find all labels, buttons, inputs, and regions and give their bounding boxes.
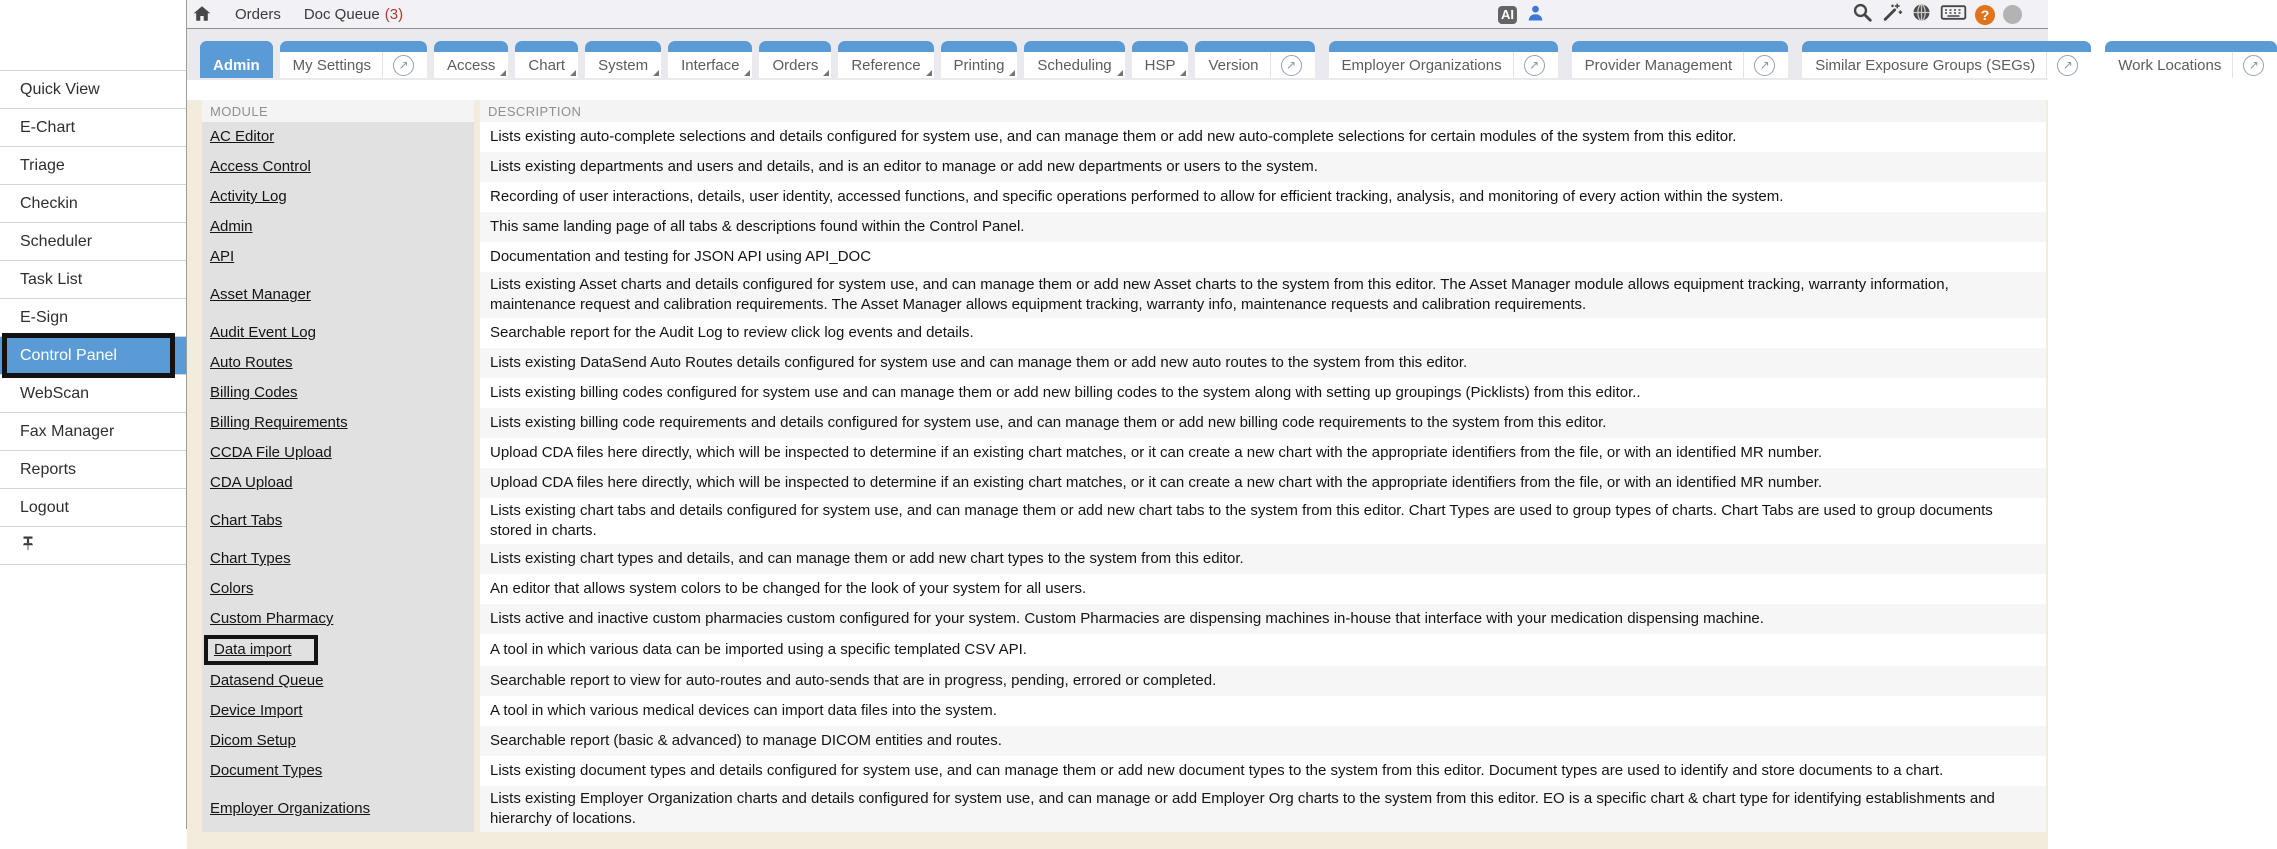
sidebar-item[interactable]	[0, 375, 186, 413]
module-link[interactable]: Colors	[210, 580, 254, 597]
sidebar-item-label: E-Sign	[20, 308, 69, 326]
sidebar-item[interactable]	[0, 489, 186, 527]
tab[interactable]	[200, 41, 273, 78]
sidebar-item-label: Fax Manager	[20, 422, 115, 440]
tab-label: Orders	[772, 56, 819, 74]
module-cell	[202, 634, 474, 666]
module-cell	[202, 498, 474, 544]
module-cell	[202, 242, 474, 272]
description-cell: Lists active and inactive custom pharmacies custom configured for your system. Custom Pharmacies are dispensing machines in-house that interface with your medication dispensing machine.	[480, 604, 2046, 634]
module-cell	[202, 122, 474, 152]
module-cell	[202, 348, 474, 378]
module-link[interactable]: Auto Routes	[210, 354, 293, 371]
description-cell: Lists existing Employer Organization charts and details configured for system use, and can manage or add Employer Org charts to the system from this editor. EO is a specific chart & chart type for identifying establishments and hierarchy of locations.	[480, 786, 2046, 832]
main-area	[187, 0, 2259, 829]
description-cell: Searchable report for the Audit Log to review click log events and details.	[480, 318, 2046, 348]
module-link-wrap	[210, 732, 296, 750]
tab-label: Version	[1208, 52, 1270, 78]
popout-icon[interactable]: ↗	[2243, 55, 2264, 76]
module-cell	[202, 318, 474, 348]
tab[interactable]	[759, 41, 831, 78]
help-icon[interactable]: ?	[1975, 5, 1995, 25]
description-cell: A tool in which various medical devices can import data files into the system.	[480, 696, 2046, 726]
module-link[interactable]: Admin	[210, 218, 253, 235]
tab-label: Admin	[213, 56, 260, 74]
module-cell	[202, 544, 474, 574]
search-icon[interactable]	[1852, 2, 1873, 28]
module-link[interactable]: Billing Requirements	[210, 414, 348, 431]
status-circle-icon	[2003, 5, 2022, 24]
description-cell: Upload CDA files here directly, which will be inspected to determine if an existing chart matches, or it can create a new chart with the appropriate identifiers from the file, or with an identified MR number.	[480, 438, 2046, 468]
module-link[interactable]: Employer Organizations	[210, 800, 371, 817]
tab-label: Access	[447, 56, 496, 74]
description-cell: Documentation and testing for JSON API using API_DOC	[480, 242, 2046, 272]
module-cell	[202, 438, 474, 468]
sidebar-item[interactable]	[0, 147, 186, 185]
description-cell: Searchable report to view for auto-routes and auto-sends that are in progress, pending, errored or completed.	[480, 666, 2046, 696]
description-cell: This same landing page of all tabs & descriptions found within the Control Panel.	[480, 212, 2046, 242]
module-link[interactable]: Chart Tabs	[210, 512, 283, 529]
description-cell: Lists existing departments and users and details, and is an editor to manage or add new departments or users to the system.	[480, 152, 2046, 182]
module-link-wrap	[210, 354, 293, 372]
ai-badge[interactable]: AI	[1498, 6, 1517, 24]
sidebar-item-label: Scheduler	[20, 232, 93, 250]
header-center-icons	[1498, 0, 1545, 29]
tab-label: Employer Organizations	[1342, 52, 1514, 78]
tab[interactable]	[280, 41, 427, 78]
header-right-icons	[1852, 0, 2022, 29]
module-link[interactable]: Chart Types	[210, 550, 291, 567]
sidebar-item-label: Checkin	[20, 194, 78, 212]
module-cell	[202, 378, 474, 408]
sidebar-item[interactable]	[0, 261, 186, 299]
module-link-wrap	[210, 550, 291, 568]
tab[interactable]	[1572, 41, 1789, 78]
magic-wand-icon[interactable]	[1881, 2, 1903, 28]
table-body	[202, 122, 2046, 832]
module-link[interactable]: AC Editor	[210, 128, 275, 145]
module-link[interactable]: Document Types	[210, 762, 323, 779]
module-link-wrap	[204, 635, 318, 665]
module-link[interactable]: Data import	[214, 641, 292, 658]
module-link-wrap	[210, 474, 293, 492]
description-cell: Lists existing document types and details configured for system use, and can manage them or add new document types to the system from this editor. Document types are used to identify and store documents to a chart.	[480, 756, 2046, 786]
popout-icon[interactable]: ↗	[2057, 55, 2078, 76]
module-cell	[202, 786, 474, 832]
tab-label: My Settings	[293, 52, 383, 78]
description-cell: Lists existing Asset charts and details configured for system use, and can manage them or add new Asset charts to the system from this editor. The Asset Manager module allows equipment tracking, warranty information, maintenance request and calibration requirements. The Asset Manager allows equipment tracking, warranty info, maintenance requests and calibration requirements.	[480, 272, 2046, 318]
module-link[interactable]: CDA Upload	[210, 474, 293, 491]
sidebar-item-label: Reports	[20, 460, 77, 478]
description-cell: Lists existing billing code requirements and details configured for system use, and can manage them or add new billing code requirements to the system from this editor.	[480, 408, 2046, 438]
sidebar-item[interactable]	[0, 299, 186, 337]
module-link-wrap	[210, 672, 323, 690]
description-cell: Upload CDA files here directly, which will be inspected to determine if an existing chart matches, or it can create a new chart with the appropriate identifiers from the file, or with an identified MR number.	[480, 468, 2046, 498]
pushpin-icon[interactable]	[20, 535, 36, 556]
tab-label: Reference	[851, 56, 921, 74]
module-link-wrap	[210, 800, 370, 818]
tab[interactable]	[1802, 41, 2091, 78]
topbar-nav-item[interactable]	[304, 6, 403, 23]
module-link[interactable]: Device Import	[210, 702, 303, 719]
module-cell	[202, 696, 474, 726]
sidebar-item[interactable]	[0, 337, 186, 375]
sidebar-pin-row[interactable]	[0, 527, 186, 565]
tab-label: Similar Exposure Groups (SEGs)	[1815, 52, 2047, 78]
module-cell	[202, 726, 474, 756]
top-header	[187, 0, 2048, 29]
tab[interactable]	[1195, 41, 1314, 78]
home-icon[interactable]	[191, 4, 213, 24]
module-link-wrap	[210, 580, 253, 598]
tab-label: Provider Management	[1585, 52, 1745, 78]
tab-label: Chart	[528, 56, 566, 74]
topbar-nav-item[interactable]	[235, 6, 286, 23]
tab[interactable]	[2105, 41, 2277, 78]
module-column-header: MODULE	[202, 100, 474, 122]
popout-icon[interactable]: ↗	[393, 55, 414, 76]
module-link-wrap	[210, 286, 311, 304]
module-link-wrap	[210, 218, 253, 236]
sidebar-item[interactable]	[0, 109, 186, 147]
sidebar-item[interactable]	[0, 223, 186, 261]
tab[interactable]	[585, 41, 661, 78]
module-cell	[202, 468, 474, 498]
module-link[interactable]: Billing Codes	[210, 384, 298, 401]
sidebar-menu	[0, 70, 186, 527]
sidebar-item-label: Task List	[20, 270, 83, 288]
user-icon[interactable]	[1526, 4, 1545, 26]
keyboard-icon[interactable]	[1940, 2, 1967, 27]
sidebar-item[interactable]	[0, 413, 186, 451]
sidebar-item-label: Triage	[20, 156, 65, 174]
tab[interactable]	[668, 41, 752, 78]
module-cell	[202, 604, 474, 634]
description-cell: Lists existing DataSend Auto Routes details configured for system use and can manage them or add new auto routes to the system from this editor.	[480, 348, 2046, 378]
tab[interactable]	[941, 41, 1018, 78]
tab[interactable]	[838, 41, 933, 78]
description-cell: An editor that allows system colors to be changed for the look of your system for all users.	[480, 574, 2046, 604]
module-cell	[202, 182, 474, 212]
doc-queue-count: (3)	[384, 5, 404, 23]
sidebar-item-label: Control Panel	[20, 346, 117, 364]
module-cell	[202, 152, 474, 182]
module-link-wrap	[210, 158, 311, 176]
tab[interactable]	[434, 41, 508, 78]
module-link-wrap	[210, 414, 348, 432]
header-breadcrumb	[235, 6, 403, 23]
module-link[interactable]: Activity Log	[210, 188, 287, 205]
module-cell	[202, 574, 474, 604]
description-cell: Lists existing chart tabs and details configured for system use, and can manage them or add new chart tabs to the system from this editor. Chart Types are used to group types of charts. Chart Tabs are used to group documents stored in charts.	[480, 498, 2046, 544]
module-link[interactable]: API	[210, 248, 235, 265]
tab[interactable]	[515, 41, 578, 78]
module-link-wrap	[210, 512, 282, 530]
sidebar-item-label: Logout	[20, 498, 69, 516]
sidebar-item[interactable]	[0, 185, 186, 223]
module-link[interactable]: CCDA File Upload	[210, 444, 332, 461]
module-link-wrap	[210, 444, 332, 462]
module-link-wrap	[210, 188, 287, 206]
control-panel-content	[187, 100, 2048, 849]
module-link-wrap	[210, 248, 234, 266]
popout-icon[interactable]: ↗	[1754, 55, 1775, 76]
tab-label: System	[598, 56, 649, 74]
tab[interactable]	[1024, 41, 1124, 78]
module-link[interactable]: Datasend Queue	[210, 672, 324, 689]
globe-icon[interactable]	[1911, 2, 1932, 28]
module-link-wrap	[210, 324, 316, 342]
description-cell: A tool in which various data can be imported using a specific templated CSV API.	[480, 634, 2046, 666]
module-link[interactable]: Asset Manager	[210, 286, 311, 303]
sidebar-item[interactable]	[0, 71, 186, 109]
description-cell: Searchable report (basic & advanced) to manage DICOM entities and routes.	[480, 726, 2046, 756]
sidebar-item[interactable]	[0, 451, 186, 489]
sidebar-item-label: E-Chart	[20, 118, 76, 136]
module-link[interactable]: Custom Pharmacy	[210, 610, 334, 627]
module-link[interactable]: Dicom Setup	[210, 732, 296, 749]
sidebar	[0, 0, 187, 829]
module-cell	[202, 212, 474, 242]
tab-label: HSP	[1144, 56, 1176, 74]
module-link[interactable]: Access Control	[210, 158, 311, 175]
popout-icon[interactable]: ↗	[1281, 55, 1302, 76]
tab[interactable]	[1132, 41, 1189, 78]
module-link-wrap	[210, 128, 274, 146]
module-link-wrap	[210, 610, 333, 628]
description-cell: Recording of user interactions, details, user identity, accessed functions, and specific operations performed to allow for efficient tracking, analysis, and monitoring of every action within the system.	[480, 182, 2046, 212]
sidebar-item-label: WebScan	[20, 384, 90, 402]
description-cell: Lists existing auto-complete selections and details configured for system use, and can manage them or add new auto-complete selections for certain modules of the system from this editor.	[480, 122, 2046, 152]
module-cell	[202, 666, 474, 696]
nav-label: Orders	[235, 5, 281, 23]
module-cell	[202, 272, 474, 318]
module-link[interactable]: Audit Event Log	[210, 324, 316, 341]
nav-label: Doc Queue	[303, 5, 380, 23]
module-cell	[202, 756, 474, 786]
sidebar-item-label: Quick View	[20, 80, 100, 98]
module-link-wrap	[210, 762, 322, 780]
tab-bar	[187, 29, 2259, 80]
description-column-header: DESCRIPTION	[480, 100, 2046, 122]
tab-label: Work Locations	[2118, 52, 2233, 78]
tab-label: Printing	[953, 56, 1005, 74]
tab-label: Scheduling	[1037, 56, 1112, 74]
module-cell	[202, 408, 474, 438]
tab[interactable]	[1329, 41, 1558, 78]
module-link-wrap	[210, 384, 298, 402]
table-header-row	[202, 100, 2046, 122]
description-cell: Lists existing billing codes configured for system use and can manage them or add new billing codes to the system along with setting up groupings (Picklists) from this editor..	[480, 378, 2046, 408]
modules-table	[202, 100, 2046, 832]
tab-label: Interface	[681, 56, 740, 74]
module-link-wrap	[210, 702, 303, 720]
description-cell: Lists existing chart types and details, and can manage them or add new chart types to the system from this editor.	[480, 544, 2046, 574]
popout-icon[interactable]: ↗	[1524, 55, 1545, 76]
